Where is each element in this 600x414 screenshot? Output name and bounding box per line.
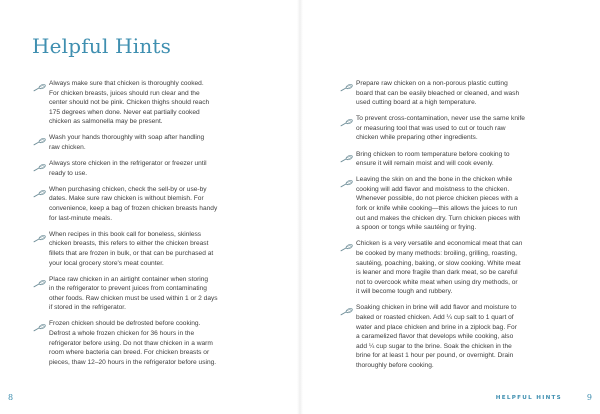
hint-text: Frozen chicken should be defrosted before cooking. Defrost a whole frozen chicken for 36 hours in the refrigerator before using. Do not thaw chicken in a warm room where bacteria can breed. For chicken breasts or pieces, thaw 12–20 hours in the refrigerator before using.	[49, 320, 217, 366]
hint-item	[340, 150, 590, 169]
hint-item	[33, 133, 283, 152]
left-hints-column	[33, 79, 283, 374]
hint-text: Chicken is a very versatile and economical meat that can be cooked by many methods: broiling, grilling, roasting, sautéing, poaching, baking, or slow cooking. White meat is leaner and more fragile than dark meat, so be careful not to overcook white meat when using dry methods, or it will become tough and rubbery.	[356, 240, 523, 296]
hint-item	[33, 275, 283, 313]
whisk-icon	[33, 79, 46, 87]
hint-text: Wash your hands thoroughly with soap after handling raw chicken.	[49, 134, 205, 152]
hint-item	[33, 230, 283, 268]
whisk-icon	[340, 303, 353, 311]
hint-item	[33, 185, 283, 223]
hint-text: Place raw chicken in an airtight container when storing in the refrigerator to prevent juices from contaminating other foods. Raw chicken must be used within 1 or 2 days if stored in the refrigerator.	[49, 275, 218, 312]
left-page-number: 8	[8, 393, 14, 402]
whisk-icon	[340, 114, 353, 122]
whisk-icon	[33, 275, 46, 283]
running-head: HELPFUL HINTS	[495, 395, 562, 401]
whisk-icon	[340, 150, 353, 158]
right-hints-column	[340, 79, 590, 377]
hint-item	[340, 175, 590, 233]
hint-item	[340, 239, 590, 297]
right-page-number: 9	[586, 393, 592, 402]
hint-text: Bring chicken to room temperature before cooking to ensure it will remain moist and will cook evenly.	[356, 150, 510, 168]
hint-item	[340, 79, 590, 108]
hint-text: Prepare raw chicken on a non-porous plastic cutting board that can be easily bleached or cleaned, and wash used cutting board at a high temperature.	[356, 80, 520, 107]
hint-text: Soaking chicken in brine will add flavor and moisture to baked or roasted chicken. Add ¼ cup salt to 1 quart of water and place chicken and brine in a ziplock bag. For a caramelized flavor that develops while cooking, also add ¼ cup sugar to the brine. Soak the chicken in the brine for at least 1 hour per pound, or overnight. Drain thoroughly before cooking.	[356, 304, 517, 369]
whisk-icon	[340, 175, 353, 183]
hint-text: Always store chicken in the refrigerator or freezer until ready to use.	[49, 160, 207, 177]
whisk-icon	[33, 230, 46, 238]
page-gutter	[297, 0, 303, 414]
hint-item	[33, 319, 283, 367]
hint-item	[340, 114, 590, 143]
hint-item	[33, 79, 283, 127]
hint-item	[33, 159, 283, 178]
page-title: Helpful Hints	[32, 34, 172, 58]
whisk-icon	[33, 319, 46, 327]
hint-text: To prevent cross-contamination, never use the same knife or measuring tool that was used to cut or touch raw chicken while preparing other ingredients.	[356, 115, 525, 142]
whisk-icon	[340, 239, 353, 247]
whisk-icon	[340, 79, 353, 87]
hint-item	[340, 303, 590, 370]
hint-text: When recipes in this book call for boneless, skinless chicken breasts, this refers to either the chicken breast fillets that are frozen in bulk, or that can be purchased at your local grocery store's meat counter.	[49, 230, 214, 267]
hint-text: Leaving the skin on and the bone in the chicken while cooking will add flavor and moistness to the chicken. Whenever possible, do not pierce chicken pieces with a fork or knife while cooking—this allows the juices to run out and makes the chicken dry. Turn chicken pieces with a spoon or tongs while sautéing or frying.	[356, 176, 521, 232]
whisk-icon	[33, 185, 46, 193]
whisk-icon	[33, 133, 46, 141]
whisk-icon	[33, 159, 46, 167]
hint-text: When purchasing chicken, check the sell-by or use-by dates. Make sure raw chicken is without blemish. For convenience, keep a bag of frozen chicken breasts handy for last-minute meals.	[49, 185, 218, 222]
hint-text: Always make sure that chicken is thoroughly cooked. For chicken breasts, juices should run clear and the center should not be pink. Chicken thighs should reach 175 degrees when done. Never eat partially cooked chicken as salmonella may be present.	[49, 80, 210, 126]
